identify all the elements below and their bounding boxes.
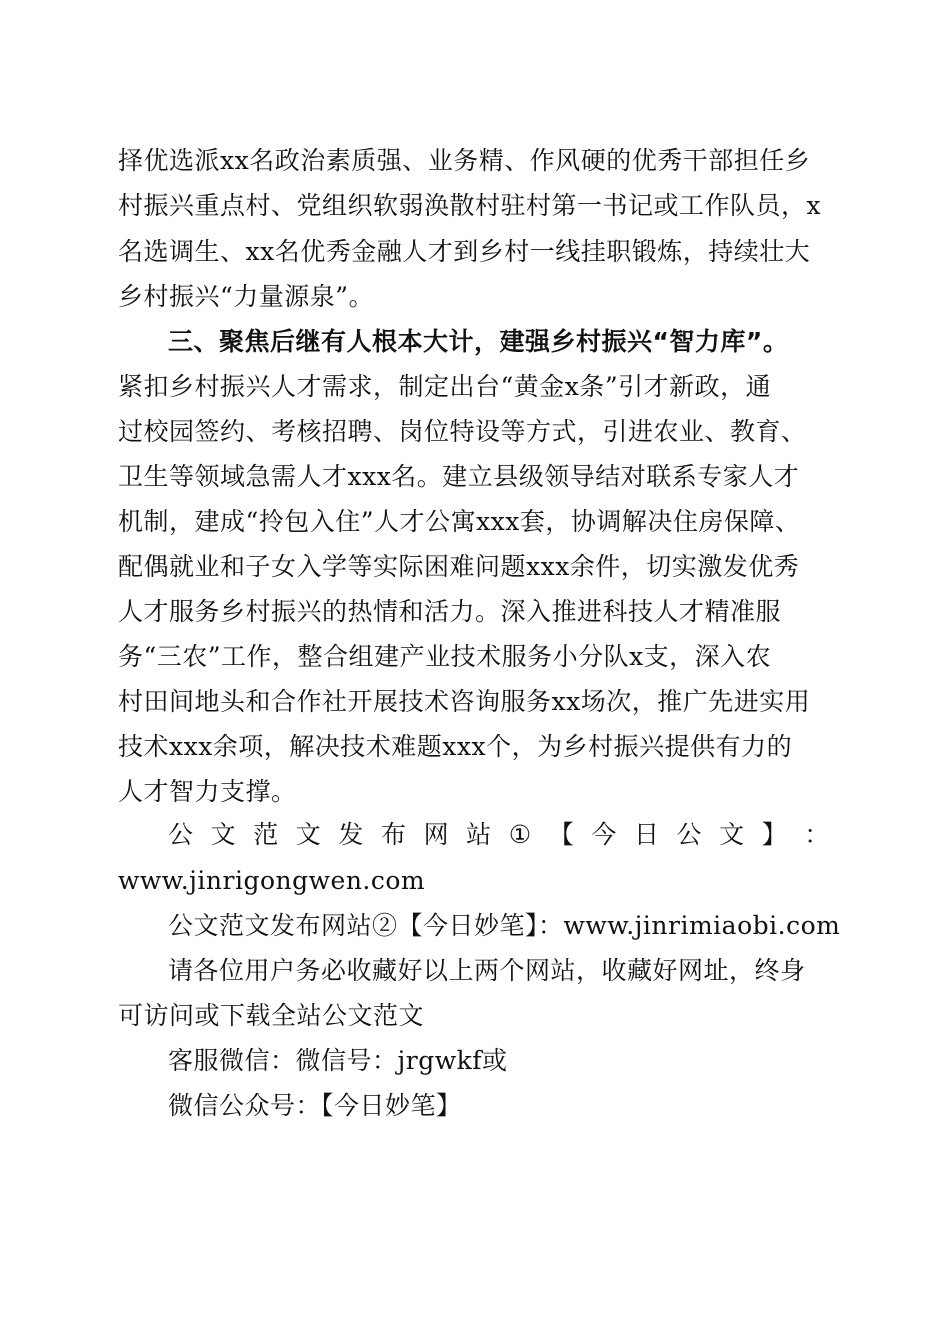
paragraph-line: 择优选派xx名政治素质强、业务精、作风硬的优秀干部担任乡 bbox=[118, 146, 811, 175]
notice-line: 可访问或下载全站公文范文 bbox=[118, 1001, 425, 1030]
char: 今 bbox=[591, 820, 617, 849]
notice-line: 请各位用户务必收藏好以上两个网站，收藏好网址，终身 bbox=[168, 956, 806, 985]
paragraph-line: 名选调生、xx名优秀金融人才到乡村一线挂职锻炼，持续壮大 bbox=[118, 237, 811, 266]
paragraph-line: 乡村振兴“力量源泉”。 bbox=[118, 282, 375, 311]
paragraph-line: 技术xxx余项，解决技术难题xxx个，为乡村振兴提供有力的 bbox=[118, 732, 793, 761]
paragraph-line: 配偶就业和子女入学等实际困难问题xxx余件，切实激发优秀 bbox=[118, 552, 800, 581]
char: 文 bbox=[719, 820, 745, 849]
char: 网 bbox=[423, 820, 450, 849]
paragraph-line: 人才智力支撑。 bbox=[118, 777, 297, 806]
char: 公 bbox=[676, 820, 703, 849]
paragraph-line: 卫生等领域急需人才xxx名。建立县级领导结对联系专家人才 bbox=[118, 462, 800, 491]
wechat-line: 客服微信：微信号：jrgwkf或 bbox=[168, 1046, 508, 1075]
paragraph-line: 紧扣乡村振兴人才需求，制定出台“黄金x条”引才新政，通 bbox=[118, 372, 772, 401]
char: 发 bbox=[338, 820, 364, 849]
official-account-line: 微信公众号：【今日妙笔】 bbox=[168, 1091, 462, 1120]
section-heading: 三、聚焦后继有人根本大计，建强乡村振兴“智力库”。 bbox=[168, 327, 789, 356]
website-1-label bbox=[168, 820, 830, 850]
paragraph-line: 机制，建成“拎包入住”人才公寓xxx套，协调解决住房保障、 bbox=[118, 507, 801, 536]
paragraph-line: 人才服务乡村振兴的热情和活力。深入推进科技人才精准服 bbox=[118, 597, 782, 626]
paragraph-line: 村田间地头和合作社开展技术咨询服务xx场次，推广先进实用 bbox=[118, 687, 811, 716]
char: 文 bbox=[295, 820, 322, 849]
website-1-url: www.jinrigongwen.com bbox=[118, 866, 426, 895]
char: 公 bbox=[168, 820, 194, 849]
char: 日 bbox=[633, 820, 660, 849]
paragraph-line: 过校园签约、考核招聘、岗位特设等方式，引进农业、教育、 bbox=[118, 417, 807, 446]
char: 【 bbox=[548, 820, 575, 849]
char: 站 bbox=[466, 820, 492, 849]
char: ： bbox=[804, 820, 830, 849]
paragraph-line: 务“三农”工作，整合组建产业技术服务小分队x支，深入农 bbox=[118, 642, 772, 671]
char: 文 bbox=[210, 820, 237, 849]
char: ① bbox=[508, 820, 532, 849]
char: 】 bbox=[761, 820, 788, 849]
char: 范 bbox=[253, 820, 279, 849]
website-2-line: 公文范文发布网站②【今日妙笔】：www.jinrimiaobi.com bbox=[168, 911, 841, 940]
paragraph-line: 村振兴重点村、党组织软弱涣散村驻村第一书记或工作队员，x bbox=[118, 191, 822, 220]
char: 布 bbox=[380, 820, 407, 849]
